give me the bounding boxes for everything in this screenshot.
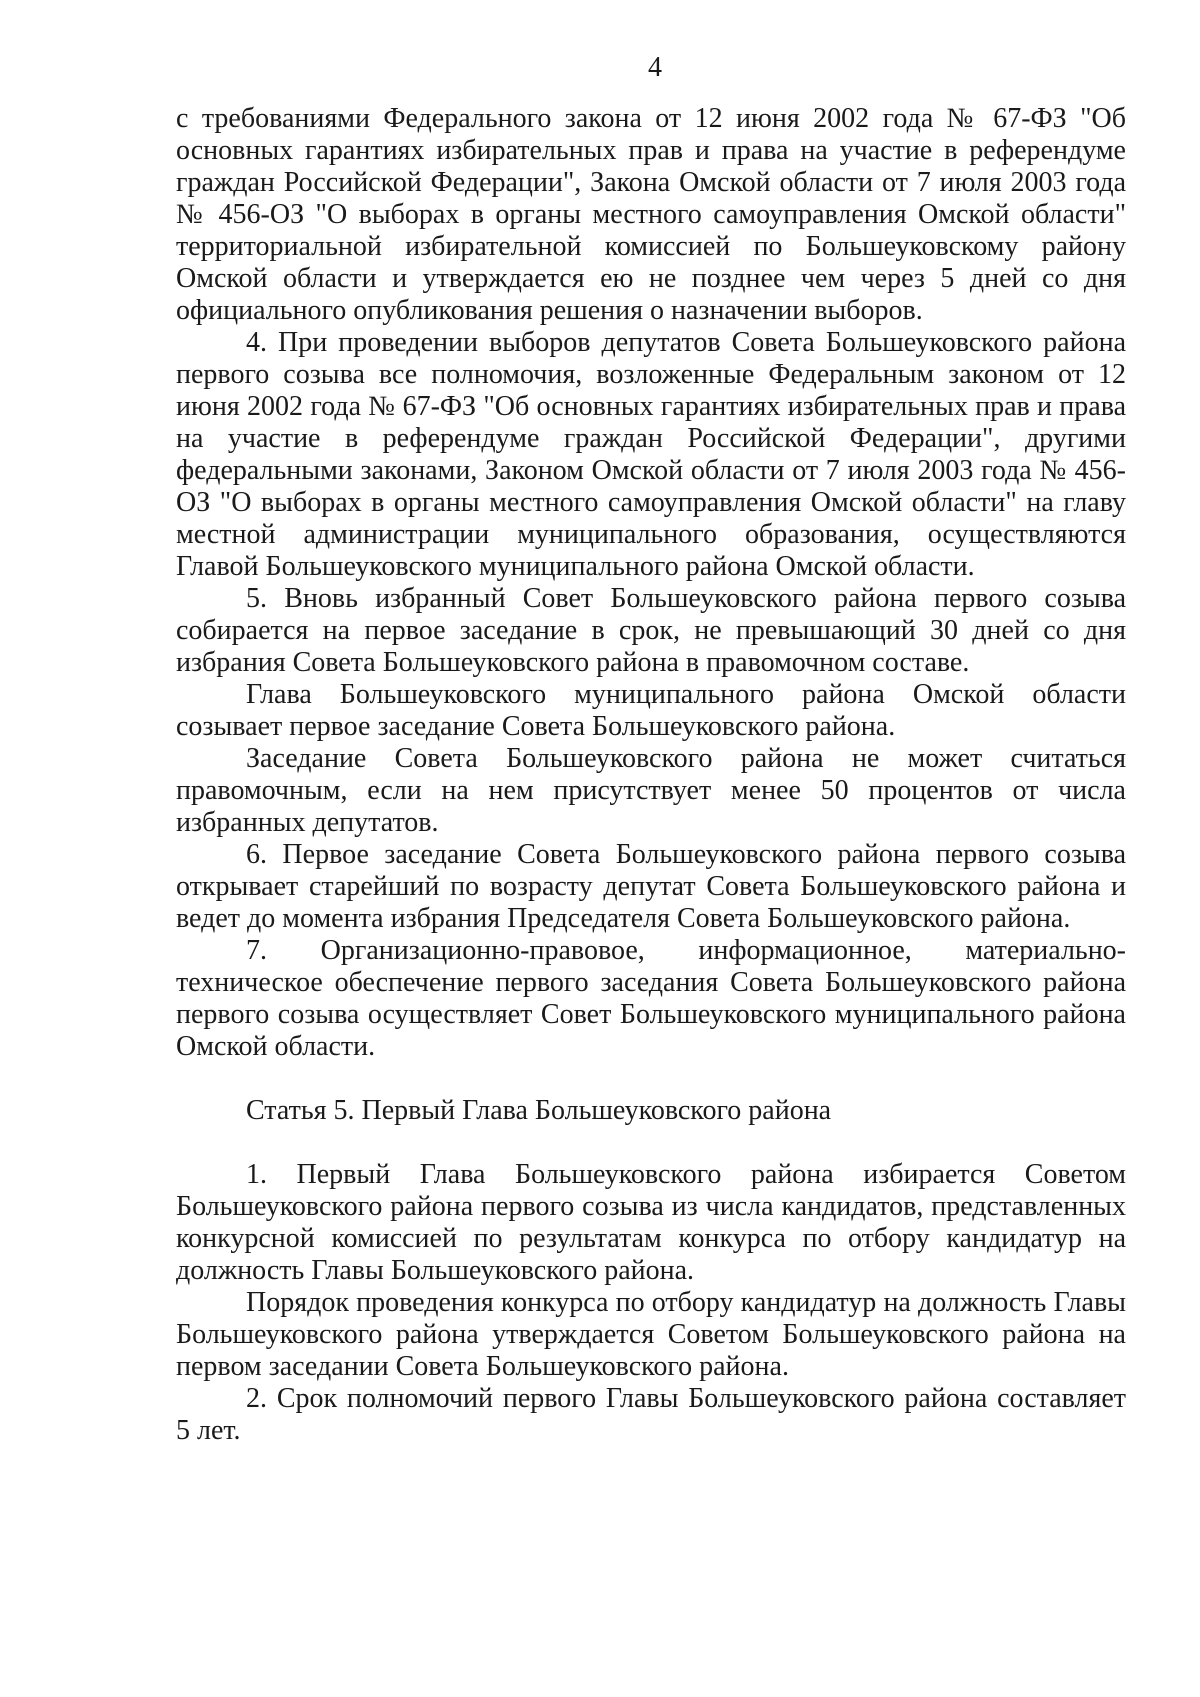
paragraph-quorum: Заседание Совета Большеуковского района не может считаться правомочным, если на нем присутствует менее 50 процентов от числа избранных депутатов.	[176, 743, 1126, 838]
article-heading: Статья 5. Первый Глава Большеуковского района	[246, 1095, 832, 1126]
paragraph-item-5: 5. Вновь избранный Совет Большеуковского района первого созыва собирается на первое заседание в срок, не превышающий 30 дней со дня избрания Совета Большеуковского района в правомочном составе.	[176, 583, 1126, 678]
paragraph-head-convenes: Глава Большеуковского муниципального района Омской области созывает первое заседание Совета Большеуковского района.	[176, 679, 1126, 742]
paragraph-continuation: с требованиями Федерального закона от 12 июня 2002 года № 67-ФЗ "Об основных гарантиях избирательных прав и права на участие в референдуме граждан Российской Федерации", Закона Омской области от 7 июля 2003 года № 456-ОЗ "О выборах в органы местного самоуправления Омской области" территориальной избирательной комиссией по Большеуковскому району Омской области и утверждается ею не позднее чем через 5 дней со дня официального опубликования решения о назначении выборов.	[176, 103, 1126, 326]
article-5-procedure: Порядок проведения конкурса по отбору кандидатур на должность Главы Большеуковского района утверждается Советом Большеуковского района на первом заседании Совета Большеуковского района.	[176, 1287, 1126, 1382]
page-number: 4	[648, 52, 662, 83]
document-body	[176, 103, 1126, 1447]
article-5-item-1: 1. Первый Глава Большеуковского района избирается Советом Большеуковского района первого созыва из числа кандидатов, представленных конкурсной комиссией по результатам конкурса по отбору кандидатур на должность Главы Большеуковского района.	[176, 1159, 1126, 1286]
paragraph-item-4: 4. При проведении выборов депутатов Совета Большеуковского района первого созыва все полномочия, возложенные Федеральным законом от 12 июня 2002 года № 67-ФЗ "Об основных гарантиях избирательных прав и права на участие в референдуме граждан Российской Федерации", другими федеральными законами, Законом Омской области от 7 июля 2003 года № 456-ОЗ "О выборах в органы местного самоуправления Омской области" на главу местной администрации муниципального образования, осуществляются Главой Большеуковского муниципального района Омской области.	[176, 327, 1126, 582]
paragraph-item-7: 7. Организационно-правовое, информационное, материально-техническое обеспечение первого заседания Совета Большеуковского района первого созыва осуществляет Совет Большеуковского муниципального района Омской области.	[176, 935, 1126, 1062]
paragraph-item-6: 6. Первое заседание Совета Большеуковского района первого созыва открывает старейший по возрасту депутат Совета Большеуковского района и ведет до момента избрания Председателя Совета Большеуковского района.	[176, 839, 1126, 934]
article-5-item-2: 2. Срок полномочий первого Главы Большеуковского района составляет 5 лет.	[176, 1383, 1126, 1446]
